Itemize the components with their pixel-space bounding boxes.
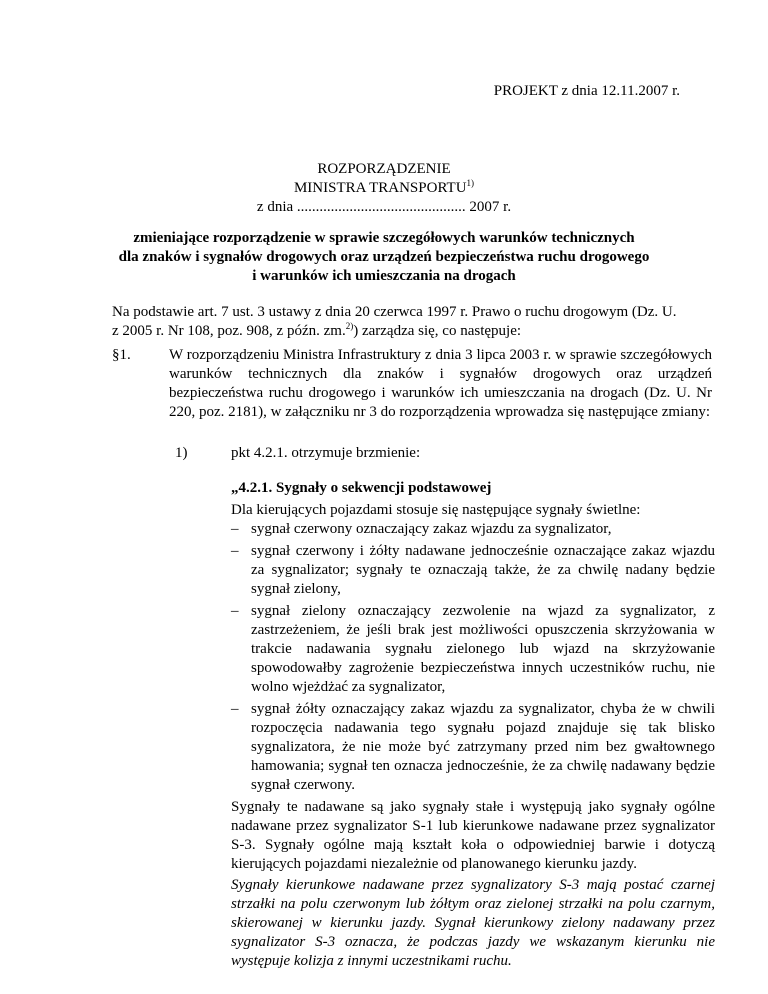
legal-basis <box>112 303 712 341</box>
quote-intro: Dla kierujących pojazdami stosuje się następujące sygnały świetlne: <box>231 502 641 518</box>
subject-title <box>0 229 768 286</box>
point-number: 1) <box>175 445 188 461</box>
list-item: – sygnał czerwony oznaczający zakaz wjazdu za sygnalizator, <box>231 521 612 537</box>
list-item: – sygnał czerwony i żółty nadawane jednocześnie oznaczające zakaz wjazdu za sygnalizator; sygnały te oznaczają także, że za chwilę nadany będzie sygnał zielony, <box>231 543 715 597</box>
subject-line-3: i warunków ich umieszczania na drogach <box>252 268 516 284</box>
signal-list <box>231 520 715 795</box>
legal-basis-line-2: z 2005 r. Nr 108, poz. 908, z późn. zm.$^{2)}$) zarządza się, co następuje: <box>112 321 522 339</box>
title-block <box>0 160 768 217</box>
legal-basis-line-1: Na podstawie art. 7 ust. 3 ustawy z dnia 20 czerwca 1997 r. Prawo o ruchu drogowym (Dz. U. <box>112 304 677 320</box>
point-text: pkt 4.2.1. otrzymuje brzmienie: <box>231 445 421 461</box>
list-item: – sygnał żółty oznaczający zakaz wjazdu za sygnalizator, chyba że w chwili rozpoczęcia nadawania tego sygnału pojazd znajduje się tak blisko sygnalizatora, że nie może być zatrzymany przed nim bez gwałtownego hamowania; sygnał ten oznacza jednocześnie, że za chwilę nadawany będzie sygnał czerwony. <box>231 701 715 793</box>
subject-line-1: zmieniające rozporządzenie w sprawie szczegółowych warunków technicznych <box>133 230 635 246</box>
section-text: W rozporządzeniu Ministra Infrastruktury z dnia 3 lipca 2003 r. w sprawie szczegółowych warunków technicznych dla znaków i sygnałów drogowych oraz urządzeń bezpieczeństwa ruchu drogowego i warunków ich umieszczania na drogach (Dz. U. Nr 220, poz. 2181), w załączniku nr 3 do rozporządzenia wprowadza się następujące zmiany: <box>169 347 712 420</box>
document-type: ROZPORZĄDZENIE <box>317 161 451 177</box>
directional-signals-paragraph: Sygnały kierunkowe nadawane przez sygnalizatory S-3 mają postać czarnej strzałki na polu czerwonym lub żółtym oraz zielonej strzałki na polu czarnym, skierowanej w kierunku jazdy. Sygnał kierunkowy zielony nadawany przez sygnalizator S-3 oznacza, że podczas jazdy we wskazanym kierunku nie występuje kolizja z innymi uczestnikami ruchu. <box>231 877 715 969</box>
project-note: PROJEKT z dnia 12.11.2007 r. <box>493 83 680 99</box>
footnote-ref-1: 1) <box>466 178 475 188</box>
general-signals-paragraph: Sygnały te nadawane są jako sygnały stałe i występują jako sygnały ogólne nadawane przez sygnalizator S-1 lub kierunkowe nadawane przez sygnalizator S-3. Sygnały ogólne mają kształt koła o odpowiedniej barwie i dotyczą kierujących pojazdami niezależnie od planowanego kierunku jazdy. <box>231 799 715 872</box>
section-number: §1. <box>112 347 131 363</box>
quote-heading: „4.2.1. Sygnały o sekwencji podstawowej <box>231 480 492 496</box>
issuer: MINISTRA TRANSPORTU <box>293 180 467 196</box>
footnote-ref-2: 2) <box>345 321 354 331</box>
list-item: – sygnał zielony oznaczający zezwolenie na wjazd za sygnalizator, z zastrzeżeniem, że jeśli brak jest możliwości opuszczenia skrzyżowania w trakcie nadawania sygnału zielonego lub wjazd na skrzyżowanie spowodowałby zagrożenie bezpieczeństwa innych uczestników ruchu, nie wolno wjeżdżać za sygnalizator, <box>231 603 715 695</box>
subject-line-2: dla znaków i sygnałów drogowych oraz urządzeń bezpieczeństwa ruchu drogowego <box>118 249 650 265</box>
issuer-line <box>0 179 768 198</box>
amended-text <box>231 479 715 971</box>
date-line: z dnia ............................................. 2007 r. <box>256 199 512 215</box>
